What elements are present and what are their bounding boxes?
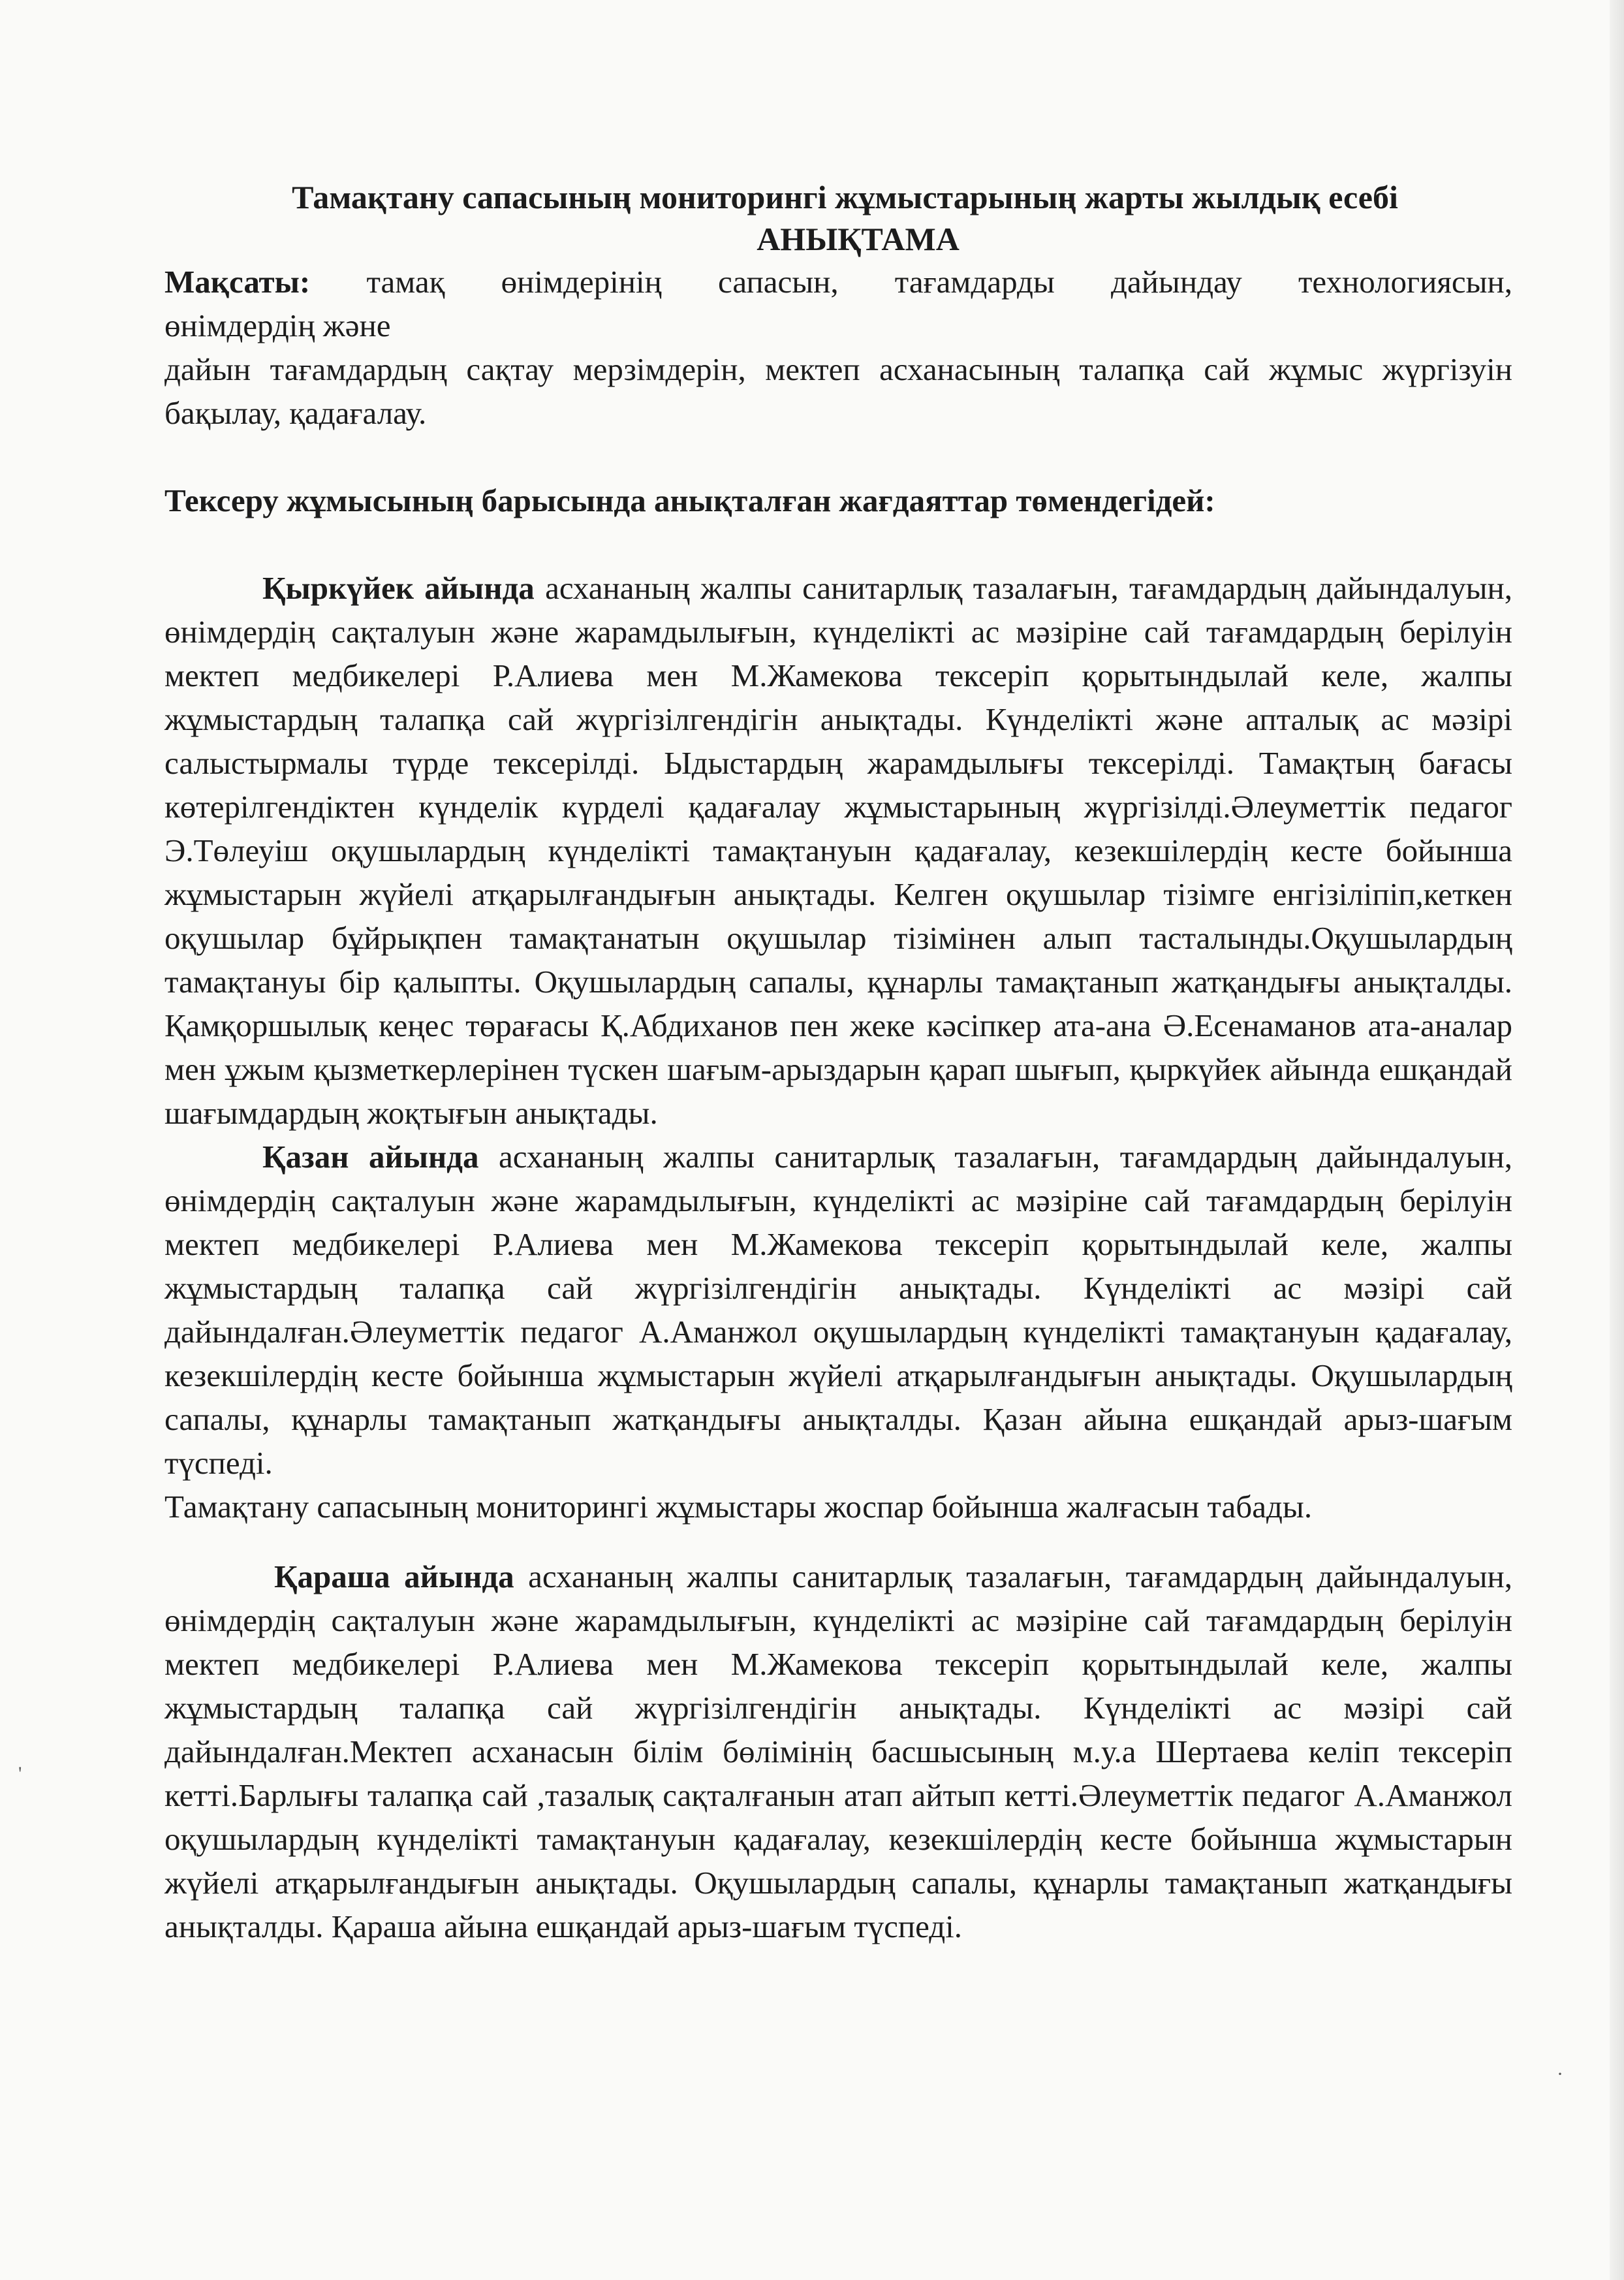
document-subtitle: АНЫҚТАМА	[757, 221, 960, 257]
october-label: Қазан айында	[262, 1139, 479, 1175]
spacer	[164, 522, 1512, 566]
goal-label: Мақсаты:	[164, 264, 311, 300]
september-paragraph	[164, 566, 1512, 1135]
october-text: асхананың жалпы санитарлық тазалағын, тағамдардың дайындалуын, өнімдердің сақталуын және жарамдылығын, күнделікті ас мәзіріне сай тағамдардың берілуін мектеп медбикелері Р.Алиева мен М.Жамекова тексеріп қорытындылай келе, жалпы жұмыстардың талапқа сай жүргізілгендігін анықтады. Күнделікті ас мәзірі сай дайындалған.Әлеуметтік педагог А.Аманжол оқушылардың күнделікті тамақтануын қадағалау, кезекшілердің кесте бойынша жұмыстарын жүйелі атқарылғандығын анықтады. Оқушылардың сапалы, құнарлы тамақтанып жатқандығы анықталды. Қазан айына ешқандай арыз-шағым түспеді.	[164, 1139, 1512, 1481]
scan-mark: '	[18, 1763, 22, 1784]
findings-heading: Тексеру жұмысының барысында анықталған жағдаяттар төмендегідей:	[164, 483, 1215, 518]
spacer	[164, 435, 1512, 479]
goal-paragraph-line2	[164, 304, 1512, 347]
october-continuation: Тамақтану сапасының мониторингі жұмыстары жоспар бойынша жалғасын табады.	[164, 1489, 1313, 1525]
spacer	[164, 1528, 1512, 1555]
page-edge-shadow	[1610, 0, 1624, 2280]
goal-paragraph-line1	[164, 260, 1512, 304]
september-label: Қыркүйек айында	[262, 570, 535, 606]
november-label: Қараша айында	[274, 1559, 514, 1594]
november-paragraph	[164, 1555, 1512, 1948]
goal-text-line2: өнімдердің және	[164, 308, 391, 343]
document-title: Тамақтану сапасының мониторингі жұмыстарының жарты жылдық есебі	[292, 179, 1398, 215]
scan-mark: ·	[1557, 2063, 1563, 2085]
november-text: асхананың жалпы санитарлық тазалағын, тағамдардың дайындалуын, өнімдердің сақталуын және жарамдылығын, күнделікті ас мәзіріне сай тағамдардың берілуін мектеп медбикелері Р.Алиева мен М.Жамекова тексеріп қорытындылай келе, жалпы жұмыстардың талапқа сай жүргізілгендігін анықтады. Күнделікті ас мәзірі сай дайындалған.Мектеп асханасын білім бөлімінің басшысының м.у.а Шертаева келіп тексеріп кетті.Барлығы талапқа сай ,тазалық сақталғанын атап айтып кетті.Әлеуметтік педагог А.Аманжол оқушылардың күнделікті тамақтануын қадағалау, кезекшілердің кесте бойынша жұмыстарын жүйелі атқарылғандығын анықтады. Оқушылардың сапалы, құнарлы тамақтанып жатқандығы анықталды. Қараша айына ешқандай арыз-шағым түспеді.	[164, 1559, 1512, 1944]
goal-paragraph-rest	[164, 347, 1512, 435]
september-text: асхананың жалпы санитарлық тазалағын, тағамдардың дайындалуын, өнімдердің сақталуын және жарамдылығын, күнделікті ас мәзіріне сай тағамдардың берілуін мектеп медбикелері Р.Алиева мен М.Жамекова тексеріп қорытындылай келе, жалпы жұмыстардың талапқа сай жүргізілгендігін анықтады. Күнделікті және апталық ас мәзірі салыстырмалы түрде тексерілді. Ыдыстардың жарамдылығы тексерілді. Тамақтың бағасы көтерілгендіктен күнделік күрделі қадағалау жұмыстарының жүргізілді.Әлеуметтік педагог Э.Төлеуіш оқушылардың күнделікті тамақтануын қадағалау, кезекшілердің кесте бойынша жұмыстарын жүйелі атқарылғандығын анықтады. Келген оқушылар тізімге енгізіліпіп,кеткен оқушылар бұйрықпен тамақтанатын оқушылар тізімінен алып тасталынды.Оқушылардың тамақтануы бір қалыпты. Оқушылардың сапалы, құнарлы тамақтанып жатқандығы анықталды. Қамқоршылық кеңес төрағасы Қ.Абдиханов пен жеке кәсіпкер ата-ана Ә.Есенаманов ата-аналар мен ұжым қызметкерлерінен түскен шағым-арыздарын қарап шығып, қыркүйек айында ешқандай шағымдардың жоқтығын анықтады.	[164, 570, 1512, 1131]
goal-text-line1: тамақ өнімдерінің сапасын, тағамдарды дайындау технологиясын,	[366, 264, 1513, 300]
goal-text-rest: дайын тағамдардың сақтау мерзімдерін, мектеп асханасының талапқа сай жұмыс жүргізуін бақылау, қадағалау.	[164, 351, 1512, 431]
document-content	[164, 176, 1512, 1948]
october-paragraph	[164, 1135, 1512, 1485]
